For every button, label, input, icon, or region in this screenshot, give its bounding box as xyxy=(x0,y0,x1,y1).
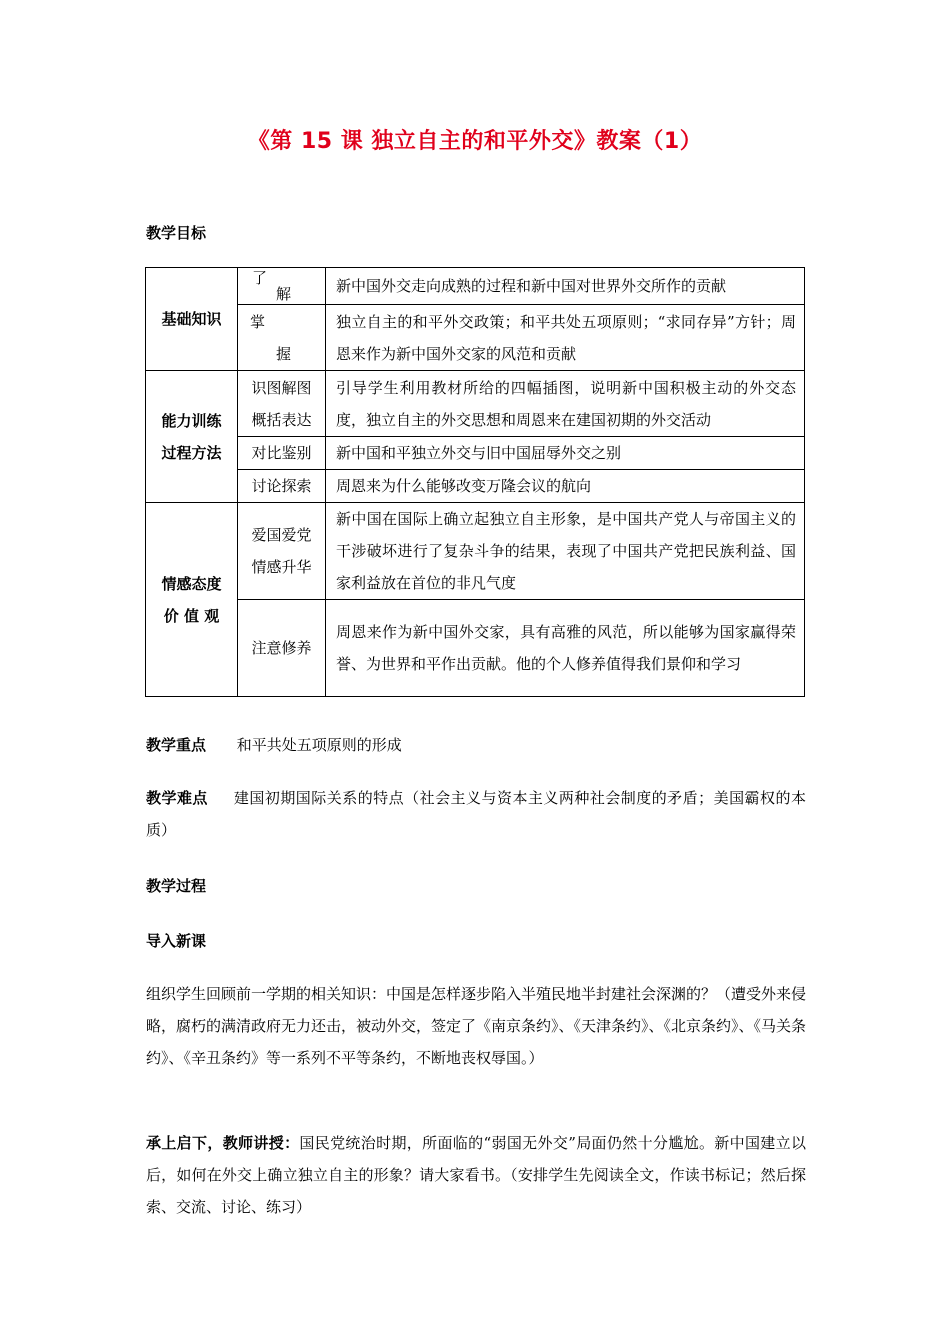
intro-heading: 导入新课 xyxy=(146,932,207,950)
category-emotion xyxy=(146,503,238,697)
table-row xyxy=(146,503,805,600)
subcategory-line: 爱国爱党 xyxy=(251,526,312,544)
objectives-heading: 教学目标 xyxy=(146,224,207,242)
difficulty-label: 教学难点 xyxy=(146,789,208,807)
subcategory-line: 解 xyxy=(275,285,291,303)
subcategory-cultivation: 注意修养 xyxy=(238,600,326,697)
key-point xyxy=(146,734,402,755)
document-title: 《第 15 课 独立自主的和平外交》教案（1） xyxy=(247,129,703,154)
category-label: 情感态度 xyxy=(161,574,222,593)
key-point-text: 和平共处五项原则的形成 xyxy=(236,736,402,754)
process-heading: 教学过程 xyxy=(146,877,207,895)
table-row xyxy=(146,371,805,437)
subcategory-line: 了 xyxy=(252,269,268,287)
subcategory-line: 情感升华 xyxy=(251,558,312,576)
description-cell: 新中国在国际上确立起独立自主形象，是中国共产党人与帝国主义的干涉破坏进行了复杂斗争的结果，表现了中国共产党把民族利益、国家利益放在首位的非凡气度 xyxy=(326,503,805,600)
objectives-table xyxy=(145,267,805,697)
intro-paragraph: 组织学生回顾前一学期的相关知识：中国是怎样逐步陷入半殖民地半封建社会深渊的？（遭受外来侵略，腐朽的满清政府无力还击，被动外交，签定了《南京条约》、《天津条约》、《北京条约》、《马关条约》、《辛丑条约》等一系列不平等条约，不断地丧权辱国。） xyxy=(146,985,807,1067)
description-cell: 周恩来作为新中国外交家，具有高雅的风范，所以能够为国家赢得荣誉、为世界和平作出贡献。他的个人修养值得我们景仰和学习 xyxy=(326,600,805,697)
subcategory-compare: 对比鉴别 xyxy=(238,437,326,470)
description-cell: 新中国外交走向成熟的过程和新中国对世界外交所作的贡献 xyxy=(326,268,805,305)
key-point-label: 教学重点 xyxy=(146,736,207,754)
difficulty xyxy=(146,782,806,846)
subcategory-line: 掌 xyxy=(250,312,266,331)
table-row xyxy=(146,305,805,371)
description-cell: 引导学生利用教材所给的四幅插图，说明新中国积极主动的外交态度，独立自主的外交思想和周恩来在建国初期的外交活动 xyxy=(326,371,805,437)
subcategory-line: 识图解图 xyxy=(251,378,312,397)
subcategory-reading xyxy=(238,371,326,437)
subcategory-master xyxy=(238,305,326,371)
description-cell: 独立自主的和平外交政策；和平共处五项原则；“求同存异”方针；周恩来作为新中国外交家的风范和贡献 xyxy=(326,305,805,371)
table-row xyxy=(146,437,805,470)
transition-text: 国民党统治时期，所面临的“弱国无外交”局面仍然十分尴尬。新中国建立以后，如何在外交上确立独立自主的形象？请大家看书。（安排学生先阅读全文，作读书标记；然后探索、交流、讨论、练习） xyxy=(146,1134,806,1216)
table-row xyxy=(146,600,805,697)
subcategory-line: 概括表达 xyxy=(251,410,312,429)
category-ability xyxy=(146,371,238,503)
category-label: 基础知识 xyxy=(161,310,222,328)
subcategory-patriotism xyxy=(238,503,326,600)
difficulty-text: 建国初期国际关系的特点（社会主义与资本主义两种社会制度的矛盾；美国霸权的本质） xyxy=(146,789,806,839)
category-basic xyxy=(146,268,238,371)
description-cell: 新中国和平独立外交与旧中国屈辱外交之别 xyxy=(326,437,805,470)
transition-paragraph xyxy=(146,1127,806,1223)
category-label: 能力训练 xyxy=(161,411,222,430)
category-label: 价 值 观 xyxy=(163,606,220,625)
table-row xyxy=(146,470,805,503)
table-row xyxy=(146,268,805,305)
subcategory-discuss: 讨论探索 xyxy=(238,470,326,503)
description-cell: 周恩来为什么能够改变万隆会议的航向 xyxy=(326,470,805,503)
transition-label: 承上启下，教师讲授： xyxy=(146,1134,300,1152)
category-label: 过程方法 xyxy=(161,443,222,462)
subcategory-understand xyxy=(238,268,326,305)
subcategory-line: 握 xyxy=(275,344,291,363)
